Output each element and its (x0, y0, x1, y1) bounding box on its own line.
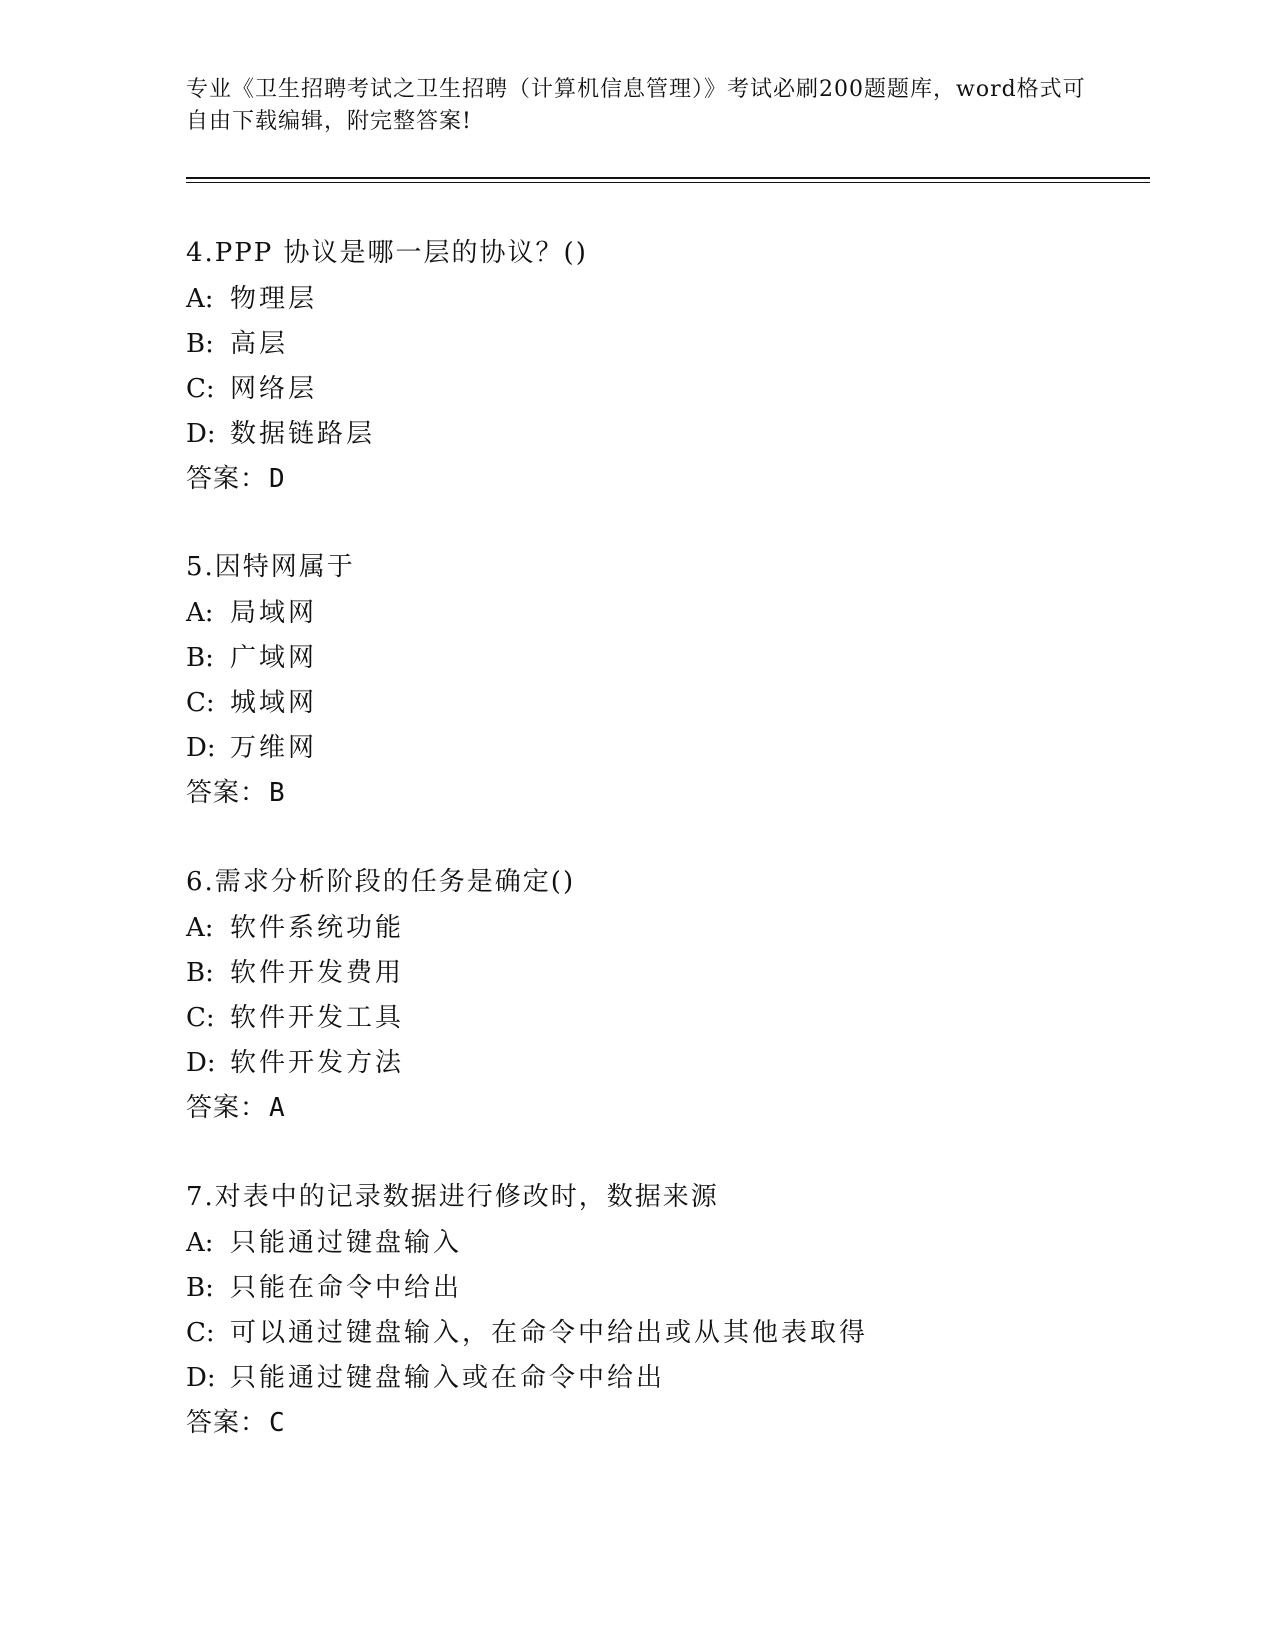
option-letter: A: (186, 1228, 214, 1258)
option-letter: C: (186, 1318, 215, 1348)
option-letter: D: (186, 419, 216, 449)
option-text: 只能通过键盘输入 (230, 1228, 463, 1258)
option-a (186, 284, 1186, 329)
question-stem: 7.对表中的记录数据进行修改时，数据来源 (186, 1182, 719, 1212)
option-a (186, 598, 1186, 643)
option-c (186, 1003, 1186, 1048)
option-d (186, 1048, 1186, 1093)
option-text: 软件开发方法 (230, 1048, 405, 1078)
option-text: 只能通过键盘输入或在命令中给出 (230, 1363, 666, 1393)
option-letter: C: (186, 1003, 215, 1033)
option-text: 软件开发工具 (230, 1003, 405, 1033)
question-stem: 6.需求分析阶段的任务是确定() (186, 867, 576, 897)
header-rule-thick (186, 177, 1150, 179)
option-text: 广域网 (230, 643, 318, 673)
answer-line (186, 464, 1186, 508)
answer-line (186, 1408, 1186, 1452)
option-a (186, 913, 1186, 958)
question-block (186, 1182, 1186, 1452)
option-text: 软件开发费用 (230, 958, 405, 988)
option-text: 可以通过键盘输入，在命令中给出或从其他表取得 (230, 1318, 869, 1348)
option-text: 城域网 (230, 688, 318, 718)
option-text: 软件系统功能 (230, 913, 405, 943)
option-letter: B: (186, 958, 214, 988)
question-block (186, 552, 1186, 822)
option-text: 数据链路层 (230, 419, 376, 449)
answer-value: D (269, 464, 286, 494)
document-header: 专业《卫生招聘考试之卫生招聘（计算机信息管理）》考试必刷200题题库，word格式可自由下载编辑，附完整答案! (186, 77, 1086, 134)
option-letter: A: (186, 913, 214, 943)
option-b (186, 958, 1186, 1003)
answer-value: C (269, 1408, 286, 1438)
option-a (186, 1228, 1186, 1273)
option-text: 万维网 (230, 733, 318, 763)
option-c (186, 374, 1186, 419)
question-block (186, 238, 1186, 508)
option-text: 局域网 (230, 598, 318, 628)
header-rule-thin (186, 182, 1150, 183)
option-letter: B: (186, 643, 214, 673)
option-text: 网络层 (230, 374, 318, 404)
option-b (186, 329, 1186, 374)
option-letter: A: (186, 598, 214, 628)
option-d (186, 1363, 1186, 1408)
option-c (186, 1318, 1186, 1363)
question-stem: 4.PPP 协议是哪一层的协议？() (186, 238, 588, 268)
option-b (186, 1273, 1186, 1318)
answer-line (186, 778, 1186, 822)
answer-label: 答案： (186, 1408, 268, 1438)
option-letter: B: (186, 329, 214, 359)
option-letter: A: (186, 284, 214, 314)
answer-label: 答案： (186, 1093, 268, 1123)
option-text: 只能在命令中给出 (230, 1273, 463, 1303)
option-letter: C: (186, 374, 215, 404)
option-text: 高层 (230, 329, 289, 359)
option-letter: B: (186, 1273, 214, 1303)
option-letter: D: (186, 733, 216, 763)
answer-value: B (269, 778, 286, 808)
option-b (186, 643, 1186, 688)
option-letter: D: (186, 1048, 216, 1078)
option-letter: C: (186, 688, 215, 718)
question-block (186, 867, 1186, 1137)
option-text: 物理层 (230, 284, 318, 314)
answer-value: A (269, 1093, 286, 1123)
option-letter: D: (186, 1363, 216, 1393)
option-d (186, 419, 1186, 464)
option-c (186, 688, 1186, 733)
answer-line (186, 1093, 1186, 1137)
question-stem: 5.因特网属于 (186, 552, 355, 582)
answer-label: 答案： (186, 778, 268, 808)
option-d (186, 733, 1186, 778)
answer-label: 答案： (186, 464, 268, 494)
